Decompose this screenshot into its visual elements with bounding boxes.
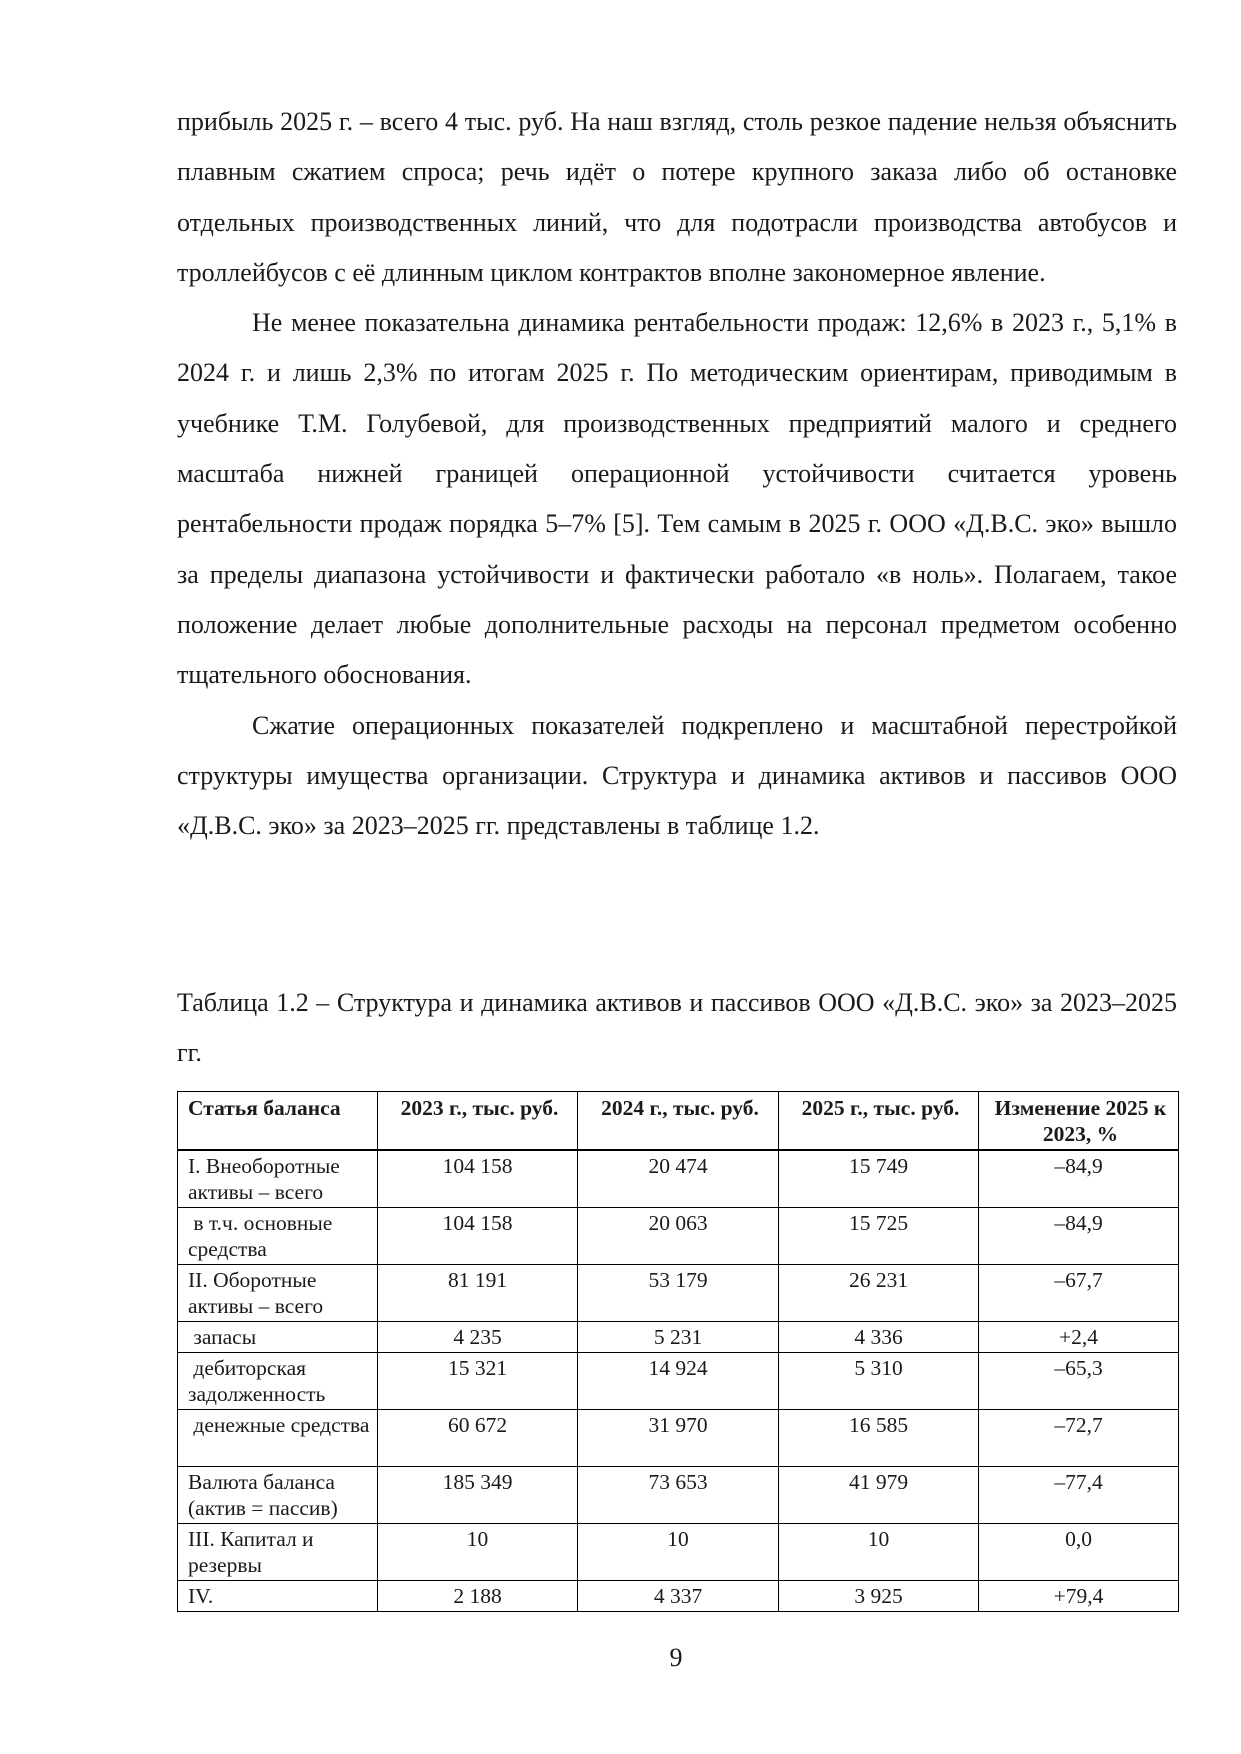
cell-2025: 10 xyxy=(779,1524,979,1581)
cell-2024: 53 179 xyxy=(578,1265,779,1322)
balance-table xyxy=(177,1091,1179,1612)
table-row xyxy=(178,1150,1179,1208)
cell-change: –84,9 xyxy=(979,1208,1179,1265)
cell-2024: 4 337 xyxy=(578,1581,779,1612)
header-2025: 2025 г., тыс. руб. xyxy=(779,1092,979,1151)
cell-2025: 4 336 xyxy=(779,1322,979,1353)
cell-2025: 15 725 xyxy=(779,1208,979,1265)
cell-item: II. Оборотные активы – всего xyxy=(178,1265,378,1322)
cell-2023: 4 235 xyxy=(378,1322,578,1353)
table-header-row xyxy=(178,1092,1179,1151)
cell-2023: 2 188 xyxy=(378,1581,578,1612)
header-change: Изменение 2025 к 2023, % xyxy=(979,1092,1179,1151)
cell-2023: 60 672 xyxy=(378,1410,578,1467)
cell-2023: 10 xyxy=(378,1524,578,1581)
cell-2024: 20 063 xyxy=(578,1208,779,1265)
cell-change: +79,4 xyxy=(979,1581,1179,1612)
cell-change: –65,3 xyxy=(979,1353,1179,1410)
cell-2024: 14 924 xyxy=(578,1353,779,1410)
cell-2024: 73 653 xyxy=(578,1467,779,1524)
cell-item: запасы xyxy=(178,1322,378,1353)
cell-2025: 15 749 xyxy=(779,1150,979,1208)
cell-item: I. Внеоборотные активы – всего xyxy=(178,1150,378,1208)
cell-change: –72,7 xyxy=(979,1410,1179,1467)
cell-2024: 5 231 xyxy=(578,1322,779,1353)
paragraph-structure: Сжатие операционных показателей подкреплено и масштабной перестройкой структуры имущества организации. Структура и динамика активов и пассивов ООО «Д.В.С. эко» за 2023–2025 гг. представлены в таблице 1.2. xyxy=(177,710,1177,841)
table-row xyxy=(178,1410,1179,1467)
cell-2025: 41 979 xyxy=(779,1467,979,1524)
cell-change: +2,4 xyxy=(979,1322,1179,1353)
table-row xyxy=(178,1467,1179,1524)
table-row xyxy=(178,1353,1179,1410)
cell-change: –77,4 xyxy=(979,1467,1179,1524)
cell-change: –84,9 xyxy=(979,1150,1179,1208)
cell-2024: 31 970 xyxy=(578,1410,779,1467)
body-text xyxy=(177,97,1177,851)
header-2023: 2023 г., тыс. руб. xyxy=(378,1092,578,1151)
cell-item: в т.ч. основные средства xyxy=(178,1208,378,1265)
cell-change: –67,7 xyxy=(979,1265,1179,1322)
cell-change: 0,0 xyxy=(979,1524,1179,1581)
page-number: 9 xyxy=(669,1643,683,1672)
table-row xyxy=(178,1322,1179,1353)
paragraph-continuation: прибыль 2025 г. – всего 4 тыс. руб. На наш взгляд, столь резкое падение нельзя объяснить плавным сжатием спроса; речь идёт о потере крупного заказа либо об остановке отдельных производственных линий, что для подотрасли производства автобусов и троллейбусов с её длинным циклом контрактов вполне закономерное явление. xyxy=(177,107,1177,287)
cell-item: Валюта баланса (актив = пассив) xyxy=(178,1467,378,1524)
cell-item: денежные средства xyxy=(178,1410,378,1467)
header-balance-item: Статья баланса xyxy=(178,1092,378,1151)
table-row xyxy=(178,1265,1179,1322)
paragraph-profitability: Не менее показательна динамика рентабельности продаж: 12,6% в 2023 г., 5,1% в 2024 г. и лишь 2,3% по итогам 2025 г. По методическим ориентирам, приводимым в учебнике Т.М. Голубевой, для производственных предприятий малого и среднего масштаба нижней границей операционной устойчивости считается уровень рентабельности продаж порядка 5–7% [5]. Тем самым в 2025 г. ООО «Д.В.С. эко» вышло за пределы диапазона устойчивости и фактически работало «в ноль». Полагаем, такое положение делает любые дополнительные расходы на персонал предметом особенно тщательного обоснования. xyxy=(177,308,1177,690)
cell-2023: 185 349 xyxy=(378,1467,578,1524)
cell-item: IV. xyxy=(178,1581,378,1612)
header-2024: 2024 г., тыс. руб. xyxy=(578,1092,779,1151)
cell-2025: 5 310 xyxy=(779,1353,979,1410)
cell-2023: 81 191 xyxy=(378,1265,578,1322)
cell-2025: 26 231 xyxy=(779,1265,979,1322)
table-row xyxy=(178,1581,1179,1612)
cell-2024: 10 xyxy=(578,1524,779,1581)
cell-item: III. Капитал и резервы xyxy=(178,1524,378,1581)
cell-2023: 15 321 xyxy=(378,1353,578,1410)
cell-2024: 20 474 xyxy=(578,1150,779,1208)
cell-item: дебиторская задолженность xyxy=(178,1353,378,1410)
cell-2025: 3 925 xyxy=(779,1581,979,1612)
table-row xyxy=(178,1524,1179,1581)
cell-2023: 104 158 xyxy=(378,1150,578,1208)
table-caption: Таблица 1.2 – Структура и динамика активов и пассивов ООО «Д.В.С. эко» за 2023–2025 гг. xyxy=(177,988,1177,1067)
table-row xyxy=(178,1208,1179,1265)
cell-2023: 104 158 xyxy=(378,1208,578,1265)
cell-2025: 16 585 xyxy=(779,1410,979,1467)
